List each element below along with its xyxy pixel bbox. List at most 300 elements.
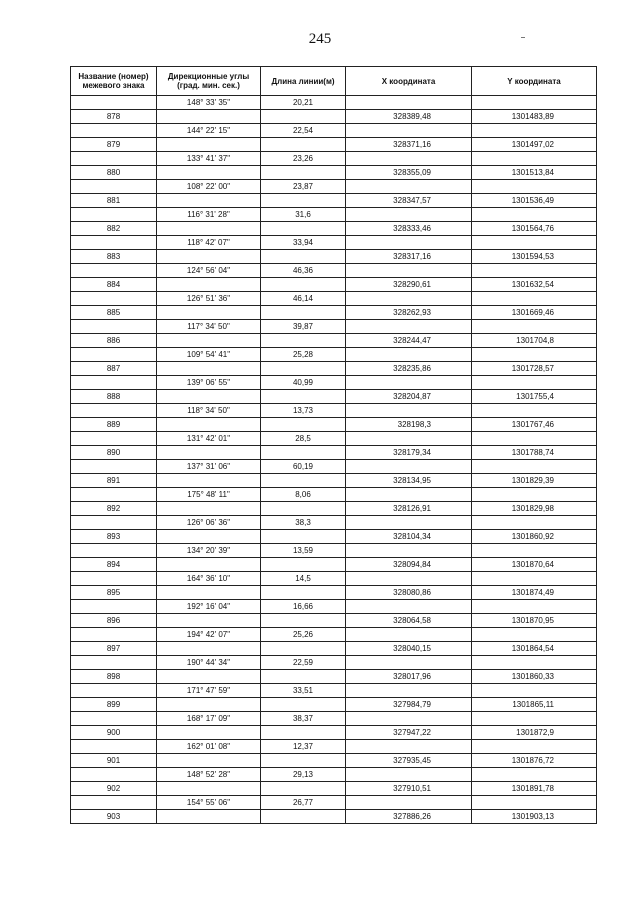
x-coordinate-cell xyxy=(346,320,472,334)
length-cell xyxy=(261,698,346,712)
angle-cell xyxy=(157,362,261,376)
x-coordinate-cell xyxy=(346,516,472,530)
x-coordinate-cell: 327886,26 xyxy=(346,810,472,824)
table-row-segment xyxy=(71,208,597,222)
x-coordinate-cell xyxy=(346,348,472,362)
x-coordinate-cell: 328371,16 xyxy=(346,138,472,152)
x-coordinate-cell xyxy=(346,96,472,110)
table-row-point xyxy=(71,278,597,292)
table-row-point xyxy=(71,194,597,208)
table-row-point xyxy=(71,418,597,432)
table-row-point xyxy=(71,698,597,712)
y-coordinate-cell xyxy=(472,320,597,334)
length-cell xyxy=(261,138,346,152)
angle-cell: 162° 01' 08" xyxy=(157,740,261,754)
x-coordinate-cell: 328094,84 xyxy=(346,558,472,572)
angle-cell xyxy=(157,166,261,180)
length-cell: 46,14 xyxy=(261,292,346,306)
y-coordinate-cell xyxy=(472,572,597,586)
table-row-segment xyxy=(71,656,597,670)
x-coordinate-cell: 328389,48 xyxy=(346,110,472,124)
table-row-segment xyxy=(71,572,597,586)
length-cell: 40,99 xyxy=(261,376,346,390)
point-name-cell xyxy=(71,264,157,278)
x-coordinate-cell: 328355,09 xyxy=(346,166,472,180)
length-cell: 23,87 xyxy=(261,180,346,194)
x-coordinate-cell: 328064,58 xyxy=(346,614,472,628)
length-cell xyxy=(261,166,346,180)
point-name-cell: 886 xyxy=(71,334,157,348)
length-cell: 22,54 xyxy=(261,124,346,138)
angle-cell xyxy=(157,250,261,264)
table-row-point xyxy=(71,782,597,796)
table-row-point xyxy=(71,334,597,348)
y-coordinate-cell xyxy=(472,180,597,194)
length-cell: 8,06 xyxy=(261,488,346,502)
y-coordinate-cell xyxy=(472,264,597,278)
table-row-segment xyxy=(71,460,597,474)
x-coordinate-cell xyxy=(346,376,472,390)
point-name-cell xyxy=(71,684,157,698)
length-cell: 60,19 xyxy=(261,460,346,474)
length-cell xyxy=(261,362,346,376)
angle-cell xyxy=(157,418,261,432)
table-row-segment xyxy=(71,600,597,614)
y-coordinate-cell: 1301872,9 xyxy=(472,726,597,740)
angle-cell xyxy=(157,306,261,320)
y-coordinate-cell xyxy=(472,376,597,390)
point-name-cell: 894 xyxy=(71,558,157,572)
point-name-cell: 887 xyxy=(71,362,157,376)
length-cell: 38,37 xyxy=(261,712,346,726)
point-name-cell xyxy=(71,208,157,222)
angle-cell: 116° 31' 28" xyxy=(157,208,261,222)
point-name-cell: 884 xyxy=(71,278,157,292)
point-name-cell: 902 xyxy=(71,782,157,796)
y-coordinate-cell xyxy=(472,152,597,166)
point-name-cell: 889 xyxy=(71,418,157,432)
y-coordinate-cell: 1301788,74 xyxy=(472,446,597,460)
length-cell xyxy=(261,474,346,488)
point-name-cell: 885 xyxy=(71,306,157,320)
length-cell xyxy=(261,782,346,796)
angle-cell: 126° 06' 36" xyxy=(157,516,261,530)
y-coordinate-cell: 1301829,98 xyxy=(472,502,597,516)
table-row-segment xyxy=(71,180,597,194)
angle-cell xyxy=(157,194,261,208)
point-name-cell: 895 xyxy=(71,586,157,600)
length-cell: 14,5 xyxy=(261,572,346,586)
length-cell xyxy=(261,726,346,740)
y-coordinate-cell: 1301513,84 xyxy=(472,166,597,180)
angle-cell xyxy=(157,726,261,740)
table-row-point xyxy=(71,642,597,656)
length-cell: 25,28 xyxy=(261,348,346,362)
length-cell: 33,94 xyxy=(261,236,346,250)
y-coordinate-cell xyxy=(472,404,597,418)
table-row-point xyxy=(71,502,597,516)
length-cell xyxy=(261,110,346,124)
angle-cell xyxy=(157,642,261,656)
x-coordinate-cell: 328080,86 xyxy=(346,586,472,600)
point-name-cell xyxy=(71,152,157,166)
point-name-cell xyxy=(71,516,157,530)
table-row-point xyxy=(71,250,597,264)
length-cell: 16,66 xyxy=(261,600,346,614)
point-name-cell: 897 xyxy=(71,642,157,656)
table-row-segment xyxy=(71,488,597,502)
y-coordinate-cell: 1301669,46 xyxy=(472,306,597,320)
x-coordinate-cell xyxy=(346,628,472,642)
x-coordinate-cell xyxy=(346,488,472,502)
y-coordinate-cell xyxy=(472,292,597,306)
x-coordinate-cell: 328317,16 xyxy=(346,250,472,264)
y-coordinate-cell xyxy=(472,628,597,642)
x-coordinate-cell xyxy=(346,208,472,222)
x-coordinate-cell xyxy=(346,292,472,306)
length-cell: 20,21 xyxy=(261,96,346,110)
point-name-cell: 901 xyxy=(71,754,157,768)
x-coordinate-cell xyxy=(346,124,472,138)
x-coordinate-cell xyxy=(346,432,472,446)
header-y: Y координата xyxy=(472,67,597,96)
y-coordinate-cell: 1301903,13 xyxy=(472,810,597,824)
angle-cell: 148° 52' 28" xyxy=(157,768,261,782)
y-coordinate-cell: 1301564,76 xyxy=(472,222,597,236)
page-number: 245 xyxy=(308,31,332,47)
table-row-point xyxy=(71,754,597,768)
length-cell xyxy=(261,614,346,628)
angle-cell xyxy=(157,278,261,292)
point-name-cell: 888 xyxy=(71,390,157,404)
y-coordinate-cell xyxy=(472,600,597,614)
angle-cell: 108° 22' 00" xyxy=(157,180,261,194)
table-row-point xyxy=(71,166,597,180)
point-name-cell: 899 xyxy=(71,698,157,712)
length-cell xyxy=(261,670,346,684)
table-body xyxy=(71,96,597,824)
angle-cell: 118° 42' 07" xyxy=(157,236,261,250)
length-cell xyxy=(261,810,346,824)
y-coordinate-cell: 1301483,89 xyxy=(472,110,597,124)
point-name-cell: 882 xyxy=(71,222,157,236)
x-coordinate-cell xyxy=(346,712,472,726)
length-cell: 26,77 xyxy=(261,796,346,810)
x-coordinate-cell xyxy=(346,404,472,418)
x-coordinate-cell: 328235,86 xyxy=(346,362,472,376)
y-coordinate-cell: 1301704,8 xyxy=(472,334,597,348)
y-coordinate-cell xyxy=(472,768,597,782)
x-coordinate-cell: 328290,61 xyxy=(346,278,472,292)
angle-cell: 164° 36' 10" xyxy=(157,572,261,586)
table-row-segment xyxy=(71,264,597,278)
table-header-row xyxy=(71,67,597,96)
table-row-point xyxy=(71,586,597,600)
length-cell xyxy=(261,334,346,348)
length-cell xyxy=(261,558,346,572)
x-coordinate-cell xyxy=(346,796,472,810)
length-cell xyxy=(261,586,346,600)
header-name: Название (номер) межевого знака xyxy=(71,67,157,96)
table-row-segment xyxy=(71,432,597,446)
table-row-point xyxy=(71,390,597,404)
table-row-point xyxy=(71,138,597,152)
point-name-cell: 893 xyxy=(71,530,157,544)
y-coordinate-cell: 1301874,49 xyxy=(472,586,597,600)
angle-cell xyxy=(157,502,261,516)
x-coordinate-cell: 327947,22 xyxy=(346,726,472,740)
length-cell: 23,26 xyxy=(261,152,346,166)
angle-cell xyxy=(157,390,261,404)
length-cell xyxy=(261,222,346,236)
x-coordinate-cell xyxy=(346,460,472,474)
length-cell xyxy=(261,306,346,320)
scan-mark xyxy=(521,37,525,38)
angle-cell: 139° 06' 55" xyxy=(157,376,261,390)
table-row-segment xyxy=(71,768,597,782)
x-coordinate-cell: 327935,45 xyxy=(346,754,472,768)
x-coordinate-cell: 327910,51 xyxy=(346,782,472,796)
point-name-cell: 881 xyxy=(71,194,157,208)
y-coordinate-cell: 1301891,78 xyxy=(472,782,597,796)
table-row-segment xyxy=(71,740,597,754)
angle-cell xyxy=(157,754,261,768)
point-name-cell xyxy=(71,796,157,810)
point-name-cell xyxy=(71,712,157,726)
y-coordinate-cell xyxy=(472,656,597,670)
header-angle: Дирекционные углы (град. мин. сек.) xyxy=(157,67,261,96)
point-name-cell xyxy=(71,768,157,782)
y-coordinate-cell xyxy=(472,516,597,530)
point-name-cell: 880 xyxy=(71,166,157,180)
table-row-segment xyxy=(71,348,597,362)
table-row-point xyxy=(71,446,597,460)
angle-cell xyxy=(157,782,261,796)
length-cell: 46,36 xyxy=(261,264,346,278)
angle-cell: 137° 31' 06" xyxy=(157,460,261,474)
table-row-segment xyxy=(71,684,597,698)
x-coordinate-cell: 328040,15 xyxy=(346,642,472,656)
table-row-point xyxy=(71,306,597,320)
table-row-point xyxy=(71,558,597,572)
y-coordinate-cell xyxy=(472,124,597,138)
length-cell: 13,59 xyxy=(261,544,346,558)
x-coordinate-cell: 328017,96 xyxy=(346,670,472,684)
y-coordinate-cell xyxy=(472,712,597,726)
angle-cell: 148° 33' 35" xyxy=(157,96,261,110)
length-cell: 12,37 xyxy=(261,740,346,754)
boundary-coordinates-table xyxy=(70,66,597,824)
angle-cell: 124° 56' 04" xyxy=(157,264,261,278)
x-coordinate-cell xyxy=(346,152,472,166)
table-row-point xyxy=(71,474,597,488)
x-coordinate-cell xyxy=(346,684,472,698)
x-coordinate-cell: 328134,95 xyxy=(346,474,472,488)
length-cell: 29,13 xyxy=(261,768,346,782)
table-row-segment xyxy=(71,544,597,558)
point-name-cell xyxy=(71,404,157,418)
y-coordinate-cell xyxy=(472,208,597,222)
angle-cell xyxy=(157,474,261,488)
point-name-cell xyxy=(71,572,157,586)
angle-cell xyxy=(157,810,261,824)
length-cell xyxy=(261,418,346,432)
table-row-point xyxy=(71,810,597,824)
point-name-cell xyxy=(71,544,157,558)
y-coordinate-cell xyxy=(472,348,597,362)
y-coordinate-cell: 1301497,02 xyxy=(472,138,597,152)
angle-cell: 133° 41' 37" xyxy=(157,152,261,166)
angle-cell: 194° 42' 07" xyxy=(157,628,261,642)
point-name-cell xyxy=(71,124,157,138)
length-cell xyxy=(261,250,346,264)
angle-cell xyxy=(157,138,261,152)
x-coordinate-cell xyxy=(346,740,472,754)
header-x: X координата xyxy=(346,67,472,96)
y-coordinate-cell: 1301728,57 xyxy=(472,362,597,376)
y-coordinate-cell xyxy=(472,432,597,446)
length-cell xyxy=(261,194,346,208)
angle-cell: 175° 48' 11" xyxy=(157,488,261,502)
length-cell: 28,5 xyxy=(261,432,346,446)
angle-cell xyxy=(157,110,261,124)
table-row-segment xyxy=(71,236,597,250)
angle-cell xyxy=(157,446,261,460)
x-coordinate-cell xyxy=(346,236,472,250)
point-name-cell: 878 xyxy=(71,110,157,124)
y-coordinate-cell: 1301860,33 xyxy=(472,670,597,684)
table-row-segment xyxy=(71,96,597,110)
length-cell: 31,6 xyxy=(261,208,346,222)
table-row-segment xyxy=(71,152,597,166)
point-name-cell xyxy=(71,656,157,670)
table-row-segment xyxy=(71,320,597,334)
table-row-segment xyxy=(71,628,597,642)
length-cell: 22,59 xyxy=(261,656,346,670)
x-coordinate-cell: 328104,34 xyxy=(346,530,472,544)
length-cell: 13,73 xyxy=(261,404,346,418)
y-coordinate-cell: 1301870,95 xyxy=(472,614,597,628)
angle-cell xyxy=(157,222,261,236)
x-coordinate-cell: 328126,91 xyxy=(346,502,472,516)
length-cell xyxy=(261,530,346,544)
point-name-cell: 891 xyxy=(71,474,157,488)
angle-cell xyxy=(157,558,261,572)
point-name-cell xyxy=(71,600,157,614)
y-coordinate-cell: 1301870,64 xyxy=(472,558,597,572)
x-coordinate-cell xyxy=(346,572,472,586)
y-coordinate-cell xyxy=(472,740,597,754)
angle-cell: 126° 51' 36" xyxy=(157,292,261,306)
x-coordinate-cell xyxy=(346,180,472,194)
point-name-cell xyxy=(71,628,157,642)
angle-cell xyxy=(157,670,261,684)
angle-cell: 190° 44' 34" xyxy=(157,656,261,670)
x-coordinate-cell: 328198,3 xyxy=(346,418,472,432)
y-coordinate-cell: 1301755,4 xyxy=(472,390,597,404)
table-row-segment xyxy=(71,712,597,726)
length-cell xyxy=(261,390,346,404)
length-cell: 33,51 xyxy=(261,684,346,698)
angle-cell: 171° 47' 59" xyxy=(157,684,261,698)
angle-cell: 131° 42' 01" xyxy=(157,432,261,446)
point-name-cell: 892 xyxy=(71,502,157,516)
length-cell xyxy=(261,642,346,656)
point-name-cell: 890 xyxy=(71,446,157,460)
point-name-cell xyxy=(71,376,157,390)
angle-cell xyxy=(157,334,261,348)
y-coordinate-cell: 1301865,11 xyxy=(472,698,597,712)
x-coordinate-cell: 328262,93 xyxy=(346,306,472,320)
x-coordinate-cell: 328204,87 xyxy=(346,390,472,404)
angle-cell: 192° 16' 04" xyxy=(157,600,261,614)
angle-cell xyxy=(157,698,261,712)
angle-cell: 168° 17' 09" xyxy=(157,712,261,726)
length-cell: 39,87 xyxy=(261,320,346,334)
point-name-cell xyxy=(71,180,157,194)
angle-cell xyxy=(157,614,261,628)
x-coordinate-cell xyxy=(346,656,472,670)
length-cell xyxy=(261,278,346,292)
point-name-cell xyxy=(71,236,157,250)
point-name-cell xyxy=(71,432,157,446)
y-coordinate-cell: 1301536,49 xyxy=(472,194,597,208)
length-cell xyxy=(261,754,346,768)
table-row-point xyxy=(71,110,597,124)
x-coordinate-cell xyxy=(346,544,472,558)
y-coordinate-cell xyxy=(472,96,597,110)
angle-cell: 109° 54' 41" xyxy=(157,348,261,362)
x-coordinate-cell: 328333,46 xyxy=(346,222,472,236)
y-coordinate-cell: 1301632,54 xyxy=(472,278,597,292)
x-coordinate-cell xyxy=(346,600,472,614)
table-row-segment xyxy=(71,516,597,530)
point-name-cell xyxy=(71,460,157,474)
x-coordinate-cell: 328179,34 xyxy=(346,446,472,460)
table-row-point xyxy=(71,222,597,236)
point-name-cell xyxy=(71,292,157,306)
table-row-point xyxy=(71,726,597,740)
point-name-cell: 879 xyxy=(71,138,157,152)
point-name-cell xyxy=(71,740,157,754)
table-row-segment xyxy=(71,292,597,306)
angle-cell: 154° 55' 06" xyxy=(157,796,261,810)
table-row-segment xyxy=(71,404,597,418)
y-coordinate-cell: 1301860,92 xyxy=(472,530,597,544)
table-row-segment xyxy=(71,124,597,138)
header-length: Длина линии(м) xyxy=(261,67,346,96)
y-coordinate-cell: 1301864,54 xyxy=(472,642,597,656)
y-coordinate-cell xyxy=(472,460,597,474)
point-name-cell: 898 xyxy=(71,670,157,684)
x-coordinate-cell xyxy=(346,768,472,782)
x-coordinate-cell: 328244,47 xyxy=(346,334,472,348)
table-row-point xyxy=(71,670,597,684)
angle-cell: 117° 34' 50" xyxy=(157,320,261,334)
y-coordinate-cell: 1301594,53 xyxy=(472,250,597,264)
point-name-cell xyxy=(71,348,157,362)
point-name-cell xyxy=(71,320,157,334)
y-coordinate-cell xyxy=(472,488,597,502)
table-row-point xyxy=(71,614,597,628)
angle-cell: 118° 34' 50" xyxy=(157,404,261,418)
x-coordinate-cell: 327984,79 xyxy=(346,698,472,712)
x-coordinate-cell: 328347,57 xyxy=(346,194,472,208)
y-coordinate-cell: 1301829,39 xyxy=(472,474,597,488)
length-cell: 38,3 xyxy=(261,516,346,530)
point-name-cell xyxy=(71,488,157,502)
point-name-cell xyxy=(71,96,157,110)
